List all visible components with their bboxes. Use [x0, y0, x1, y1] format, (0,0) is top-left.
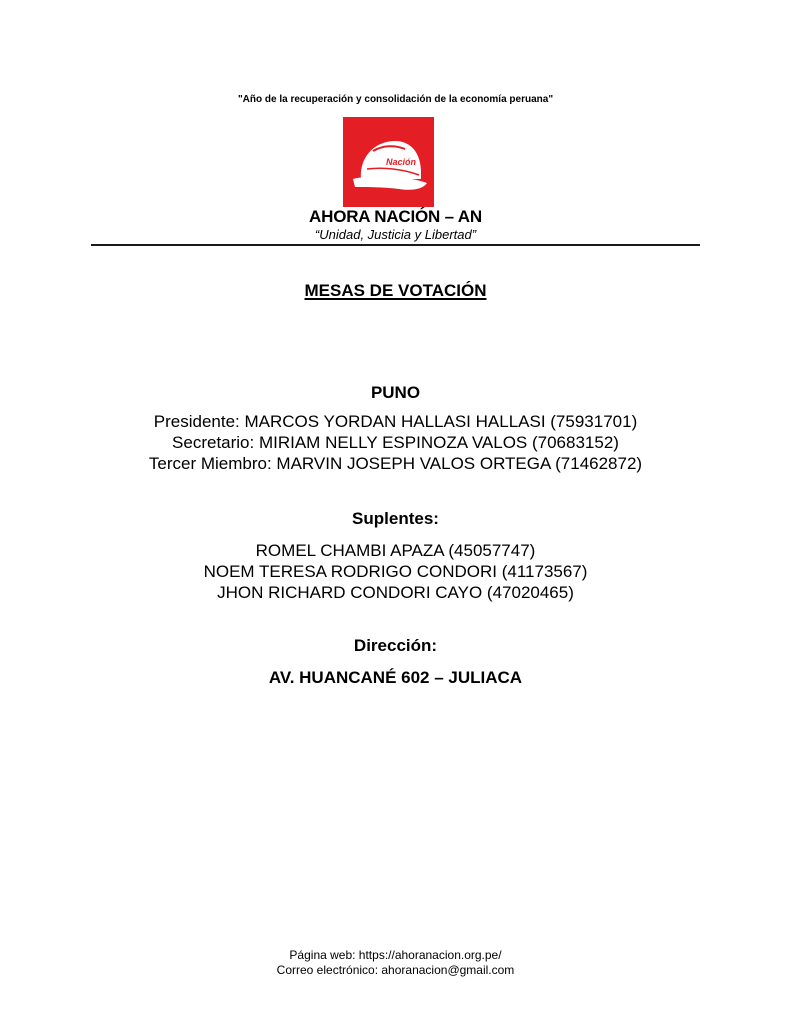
document-title-text: MESAS DE VOTACIÓN [304, 281, 487, 300]
member-president: Presidente: MARCOS YORDAN HALLASI HALLASI (75931701) [153, 412, 638, 431]
party-name: AHORA NACIÓN – AN [309, 207, 482, 226]
address-value: AV. HUANCANÉ 602 – JULIACA [268, 668, 523, 687]
year-motto: "Año de la recuperación y consolidación de la economía peruana" [237, 94, 554, 105]
substitute-item: ROMEL CHAMBI APAZA (45057747) [255, 541, 536, 560]
party-motto: “Unidad, Justicia y Libertad” [314, 227, 477, 242]
party-logo [343, 117, 434, 207]
substitutes-list [0, 540, 791, 603]
table-members [0, 411, 791, 474]
region-heading: PUNO [370, 383, 421, 402]
member-secretary: Secretario: MIRIAM NELLY ESPINOZA VALOS (70683152) [172, 433, 619, 452]
document-title [0, 281, 791, 301]
logo-text: Nación [385, 157, 417, 167]
footer [0, 948, 791, 978]
substitutes-heading: Suplentes: [352, 509, 439, 528]
footer-website: Página web: https://ahoranacion.org.pe/ [289, 948, 502, 962]
footer-email: Correo electrónico: ahoranacion@gmail.com [276, 963, 515, 977]
address-heading: Dirección: [353, 636, 438, 655]
substitute-item: NOEM TERESA RODRIGO CONDORI (41173567) [203, 562, 588, 581]
helmet-icon [343, 117, 434, 207]
substitute-item: JHON RICHARD CONDORI CAYO (47020465) [217, 583, 574, 602]
member-third: Tercer Miembro: MARVIN JOSEPH VALOS ORTEGA (71462872) [148, 454, 643, 473]
header-divider [91, 244, 700, 246]
